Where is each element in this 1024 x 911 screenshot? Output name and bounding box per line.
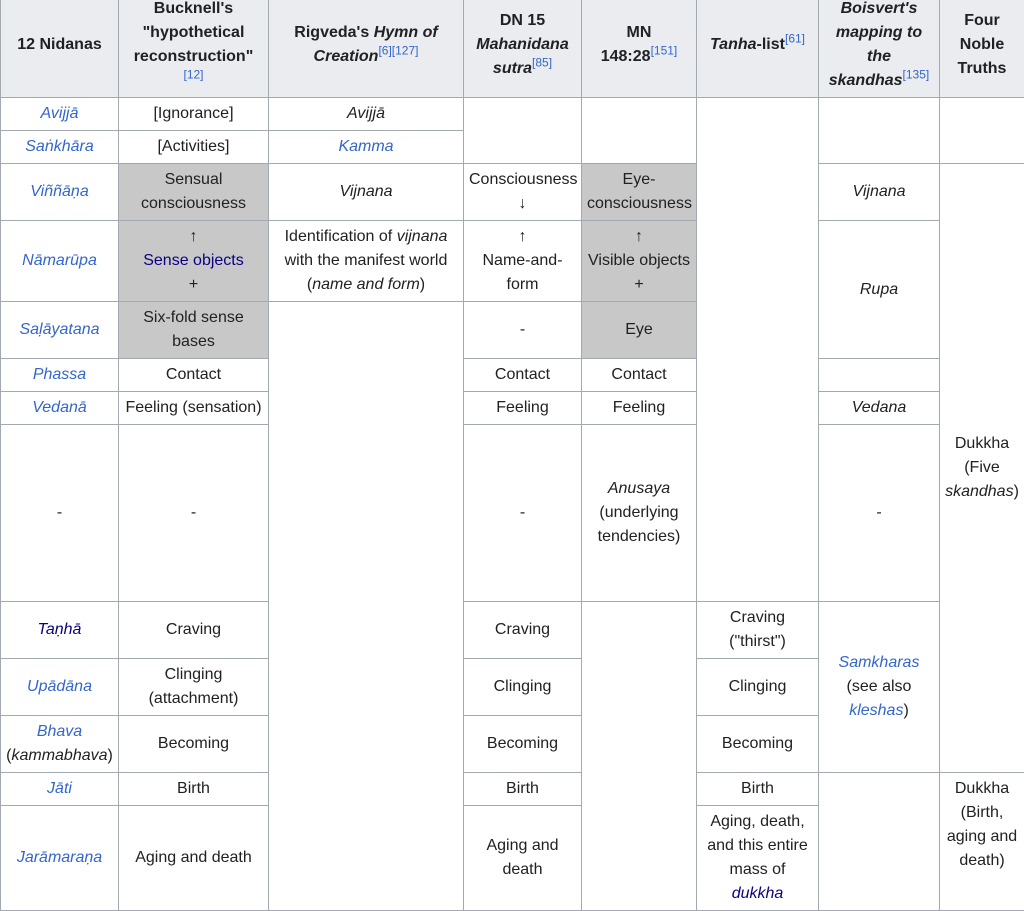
mn-salayatana: Eye <box>582 302 697 359</box>
dn15-dash: - <box>464 425 582 602</box>
link-tanha[interactable]: Taṇhā <box>38 621 82 638</box>
bucknell-tanha: Craving <box>119 602 269 659</box>
arrow-up-icon: ↑ <box>635 228 643 245</box>
bucknell-sankhara: [Activities] <box>119 131 269 164</box>
nidana-jaramarana <box>1 806 119 911</box>
bucknell-vedana: Feeling (sensation) <box>119 392 269 425</box>
boisvert-vinnana: Vijnana <box>819 164 940 221</box>
boisvert-empty-bottom <box>819 773 940 911</box>
boisvert-empty-phassa <box>819 359 940 392</box>
ref-151[interactable]: [151] <box>651 44 678 58</box>
nidana-jati <box>1 773 119 806</box>
bucknell-jaramarana: Aging and death <box>119 806 269 911</box>
arrow-up-icon: ↑ <box>519 228 527 245</box>
nidana-dash: - <box>1 425 119 602</box>
link-vedana[interactable]: Vedanā <box>32 399 87 416</box>
header-rigveda: Rigveda's Hymn of Creation[6][127] <box>269 0 464 98</box>
header-boisvert: Boisvert's mapping to the skandhas[135] <box>819 0 940 98</box>
link-vinnana[interactable]: Viññāṇa <box>30 183 88 200</box>
mn-empty-top <box>582 98 697 164</box>
ref-85[interactable]: [85] <box>532 56 552 70</box>
link-upadana[interactable]: Upādāna <box>27 678 92 695</box>
row-namarupa <box>1 221 1024 302</box>
arrow-down-icon: ↓ <box>519 195 527 212</box>
ref-61[interactable]: [61] <box>785 32 805 46</box>
bucknell-avijja: [Ignorance] <box>119 98 269 131</box>
dn15-bhava: Becoming <box>464 716 582 773</box>
nidana-avijja <box>1 98 119 131</box>
nidana-sankhara <box>1 131 119 164</box>
tanha-list-becoming: Becoming <box>697 716 819 773</box>
tanha-list-aging-death: Aging, death, and this entire mass of dukkha <box>697 806 819 911</box>
dn15-vinnana: Consciousness ↓ <box>464 164 582 221</box>
dn15-upadana: Clinging <box>464 659 582 716</box>
fnt-empty-top <box>940 98 1024 164</box>
dn15-phassa: Contact <box>464 359 582 392</box>
link-salayatana[interactable]: Saḷāyatana <box>19 321 99 338</box>
bucknell-phassa: Contact <box>119 359 269 392</box>
mn-empty-bottom <box>582 602 697 911</box>
header-bucknell: Bucknell's "hypothetical reconstruction"[12] <box>119 0 269 98</box>
row-vedana <box>1 392 1024 425</box>
link-bhava[interactable]: Bhava <box>37 723 82 740</box>
tanha-list-clinging: Clinging <box>697 659 819 716</box>
link-sankhara[interactable]: Saṅkhāra <box>25 138 94 155</box>
nidana-vinnana <box>1 164 119 221</box>
link-dukkha[interactable]: dukkha <box>732 885 784 902</box>
boisvert-empty-top <box>819 98 940 164</box>
mn-phassa: Contact <box>582 359 697 392</box>
dn15-salayatana: - <box>464 302 582 359</box>
bucknell-upadana: Clinging (attachment) <box>119 659 269 716</box>
link-samkharas[interactable]: Samkharas <box>839 654 920 671</box>
fnt-dukkha-five-skandhas: Dukkha (Five skandhas) <box>940 164 1024 773</box>
row-anusaya <box>1 425 1024 602</box>
nidana-vedana <box>1 392 119 425</box>
rigveda-vinnana: Vijnana <box>269 164 464 221</box>
nidana-upadana <box>1 659 119 716</box>
bucknell-bhava: Becoming <box>119 716 269 773</box>
rigveda-empty-bottom <box>269 302 464 911</box>
nidana-phassa <box>1 359 119 392</box>
link-jati[interactable]: Jāti <box>47 780 72 797</box>
ref-12[interactable]: [12] <box>183 68 203 82</box>
rigveda-namarupa: Identification of vijnana with the manifest world (name and form) <box>269 221 464 302</box>
link-sense-objects[interactable]: Sense objects <box>143 252 244 269</box>
dn15-jati: Birth <box>464 773 582 806</box>
bucknell-vinnana: Sensual consciousness <box>119 164 269 221</box>
row-vinnana <box>1 164 1024 221</box>
dn15-empty-top <box>464 98 582 164</box>
nidana-tanha <box>1 602 119 659</box>
ref-6-127[interactable]: [6][127] <box>378 44 418 58</box>
ref-135[interactable]: [135] <box>903 68 930 82</box>
row-tanha <box>1 602 1024 659</box>
boisvert-vedana: Vedana <box>819 392 940 425</box>
tanha-list-craving: Craving ("thirst") <box>697 602 819 659</box>
header-12-nidanas: 12 Nidanas <box>1 0 119 98</box>
boisvert-samkharas: Samkharas (see also kleshas) <box>819 602 940 773</box>
bucknell-salayatana: Six-fold sense bases <box>119 302 269 359</box>
row-avijja <box>1 98 1024 131</box>
bucknell-jati: Birth <box>119 773 269 806</box>
mn-vinnana: Eye-consciousness <box>582 164 697 221</box>
nidana-namarupa <box>1 221 119 302</box>
nidana-bhava: Bhava (kammabhava) <box>1 716 119 773</box>
header-row <box>1 0 1024 98</box>
header-dn15: DN 15 Mahanidana sutra[85] <box>464 0 582 98</box>
link-kleshas[interactable]: kleshas <box>849 702 903 719</box>
nidana-salayatana <box>1 302 119 359</box>
mn-vedana: Feeling <box>582 392 697 425</box>
header-tanha-list: Tanha-list[61] <box>697 0 819 98</box>
fnt-dukkha-birth-aging-death: Dukkha (Birth, aging and death) <box>940 773 1024 911</box>
boisvert-rupa: Rupa <box>819 221 940 359</box>
link-avijja[interactable]: Avijjā <box>41 105 79 122</box>
rigveda-sankhara <box>269 131 464 164</box>
link-kamma[interactable]: Kamma <box>338 138 393 155</box>
dn15-jaramarana: Aging and death <box>464 806 582 911</box>
rigveda-avijja: Avijjā <box>269 98 464 131</box>
tanha-list-birth: Birth <box>697 773 819 806</box>
dn15-namarupa: ↑ Name-and-form <box>464 221 582 302</box>
mn-anusaya: Anusaya (underlying tendencies) <box>582 425 697 602</box>
bucknell-dash: - <box>119 425 269 602</box>
link-jaramarana[interactable]: Jarāmaraṇa <box>17 849 102 866</box>
dn15-vedana: Feeling <box>464 392 582 425</box>
header-mn148: MN 148:28[151] <box>582 0 697 98</box>
tanha-empty-top <box>697 98 819 602</box>
dn15-tanha: Craving <box>464 602 582 659</box>
row-phassa <box>1 359 1024 392</box>
arrow-up-icon: ↑ <box>190 228 198 245</box>
header-four-noble-truths: Four Noble Truths <box>940 0 1024 98</box>
bucknell-namarupa: ↑ Sense objects + <box>119 221 269 302</box>
link-phassa[interactable]: Phassa <box>33 366 86 383</box>
link-namarupa[interactable]: Nāmarūpa <box>22 252 97 269</box>
tanha-dash: - <box>819 425 940 602</box>
row-jati <box>1 773 1024 806</box>
mn-namarupa: ↑ Visible objects + <box>582 221 697 302</box>
